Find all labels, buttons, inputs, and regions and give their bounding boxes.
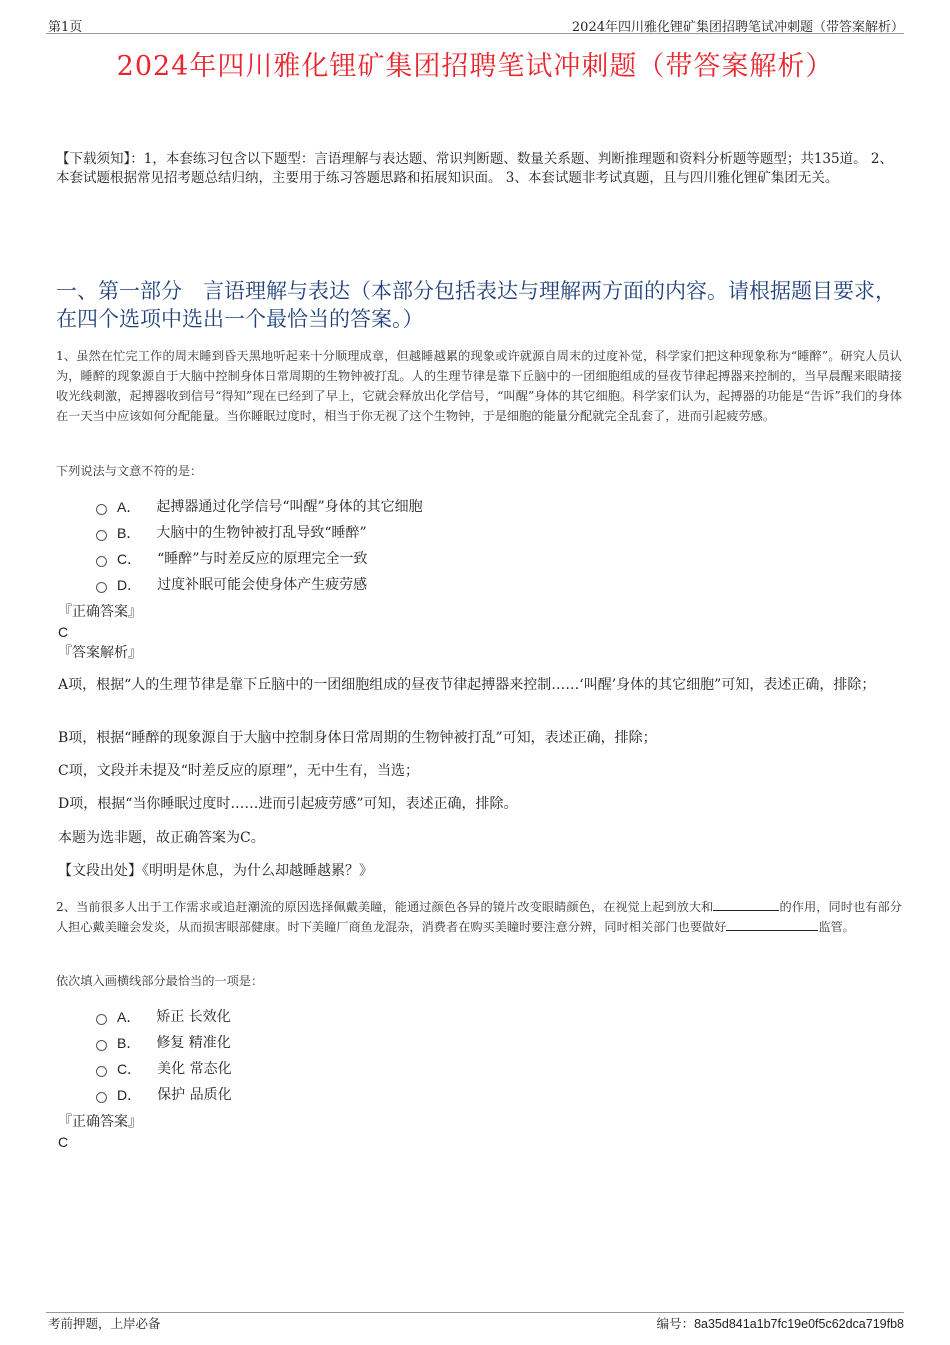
q1-passage: 1、虽然在忙完工作的周末睡到昏天黑地听起来十分顺理成章，但越睡越累的现象或许就源自周末的过度补觉，科学家们把这种现象称为“睡醉”。研究人员认为，睡醉的现象源自于大脑中控制身体日常周期的生物钟被打乱。人的生理节律是靠下丘脑中的一团细胞组成的昼夜节律起搏器来控制的，当早晨醒来眼睛接收光线刺激，起搏器收到信号“得知”现在已经到了早上，它就会释放出化学信号，“叫醒”身体的其它细胞。科学家们认为，起搏器的功能是“告诉”我们的身体在一天当中应该如何分配能量。当你睡眠过度时，相当于你无视了这个生物钟，于是细胞的能量分配就完全乱套了，进而引起疲劳感。 [56, 349, 902, 423]
document-code [657, 1314, 904, 1332]
option-letter: D． [117, 577, 142, 593]
option-letter: A． [117, 1009, 141, 1025]
footer-slogan: 考前押题，上岸必备 [48, 1316, 161, 1331]
option-letter: B． [117, 525, 141, 541]
document-code-label: 编号： [656, 1316, 695, 1331]
radio-icon[interactable] [96, 1092, 107, 1103]
option-letter: A． [117, 499, 141, 515]
q1-analysis-a: A项，根据“人的生理节律是靠下丘脑中的一团细胞组成的昼夜节律起搏器来控制……‘叫醒’身体的其它细胞”可知，表述正确，排除； [58, 677, 876, 693]
section-heading: 一、第一部分 言语理解与表达（本部分包括表达与理解两方面的内容。请根据题目要求，在四个选项中选出一个最恰当的答案。） [56, 279, 896, 331]
document-code-value: 8a35d841a1b7fc19e0f5c62dca719fb8 [694, 1317, 904, 1331]
option-text: “睡醉”与时差反应的原理完全一致 [157, 551, 368, 567]
q1-analysis-b: B项，根据“睡醉的现象源自于大脑中控制身体日常周期的生物钟被打乱”可知，表述正确，排除； [58, 730, 657, 746]
radio-icon[interactable] [96, 530, 107, 541]
q1-option-c[interactable] [96, 549, 367, 569]
q2-stem: 依次填入画横线部分最恰当的一项是： [56, 974, 264, 988]
option-text: 过度补眠可能会使身体产生疲劳感 [157, 577, 368, 593]
radio-icon[interactable] [96, 1040, 107, 1051]
q1-analysis-d: D项，根据“当你睡眠过度时……进而引起疲劳感”可知，表述正确，排除。 [58, 796, 518, 812]
option-text: 大脑中的生物钟被打乱导致“睡醉” [156, 525, 367, 541]
option-text: 起搏器通过化学信号“叫醒”身体的其它细胞 [156, 499, 423, 515]
q1-option-a[interactable] [96, 497, 423, 517]
radio-icon[interactable] [96, 1014, 107, 1025]
header-divider [46, 33, 904, 34]
header-doc-title: 2024年四川雅化锂矿集团招聘笔试冲刺题（带答案解析） [571, 20, 904, 35]
footer-divider [46, 1312, 904, 1313]
option-text: 修复 精准化 [156, 1035, 231, 1051]
q1-option-b[interactable] [96, 523, 367, 543]
q1-conclusion: 本题为选非题，故正确答案为C。 [58, 830, 265, 846]
q1-stem: 下列说法与文意不符的是： [56, 464, 203, 478]
q2-answer-label: 『正确答案』 [58, 1114, 142, 1130]
radio-icon[interactable] [96, 504, 107, 515]
q1-analysis-label: 『答案解析』 [58, 645, 142, 661]
q2-option-b[interactable] [96, 1033, 231, 1053]
q2-option-d[interactable] [96, 1085, 232, 1105]
option-letter: C． [117, 1061, 142, 1077]
option-text: 保护 品质化 [157, 1087, 232, 1103]
fill-blank-1 [713, 898, 779, 911]
q2-passage [56, 897, 902, 937]
radio-icon[interactable] [96, 556, 107, 567]
q2-passage-part1: 2、当前很多人出于工作需求或追赶潮流的原因选择佩戴美瞳，能通过颜色各异的镜片改变眼睛颜色，在视觉上起到放大和 [56, 900, 714, 914]
option-letter: B． [117, 1035, 141, 1051]
option-text: 美化 常态化 [157, 1061, 232, 1077]
q1-answer-label: 『正确答案』 [58, 604, 142, 620]
download-notice: 【下载须知】：1，本套练习包含以下题型：言语理解与表达题、常识判断题、数量关系题、判断推理题和资料分析题等题型；共135道。 2、本套试题根据常见招考题总结归纳，主要用于练习答题思路和拓展知识面。 3、本套试题非考试真题，且与四川雅化锂矿集团无关。 [56, 151, 893, 186]
page-number: 第1页 [48, 20, 83, 35]
q1-analysis-c: C项，文段并未提及“时差反应的原理”，无中生有，当选； [58, 763, 420, 779]
q1-answer: C [58, 624, 69, 640]
page-title: 2024年四川雅化锂矿集团招聘笔试冲刺题（带答案解析） [116, 51, 834, 82]
q1-option-d[interactable] [96, 575, 367, 595]
option-letter: D． [117, 1087, 142, 1103]
radio-icon[interactable] [96, 1066, 107, 1077]
option-letter: C． [117, 551, 142, 567]
q2-answer: C [58, 1134, 69, 1150]
q2-option-a[interactable] [96, 1007, 231, 1027]
radio-icon[interactable] [96, 582, 107, 593]
fill-blank-2 [726, 918, 818, 931]
q2-passage-part2: 的作用，同时也有部分人担心戴美瞳会发炎，从而损害眼部健康。时下美瞳厂商鱼龙混杂，消费者在购买美瞳时要注意分辨，同时相关部门也要做好 [56, 900, 902, 934]
q2-passage-part3: 监管。 [818, 920, 855, 934]
option-text: 矫正 长效化 [156, 1009, 231, 1025]
q2-option-c[interactable] [96, 1059, 232, 1079]
q1-source: 【文段出处】《明明是休息，为什么却越睡越累？》 [58, 863, 373, 879]
